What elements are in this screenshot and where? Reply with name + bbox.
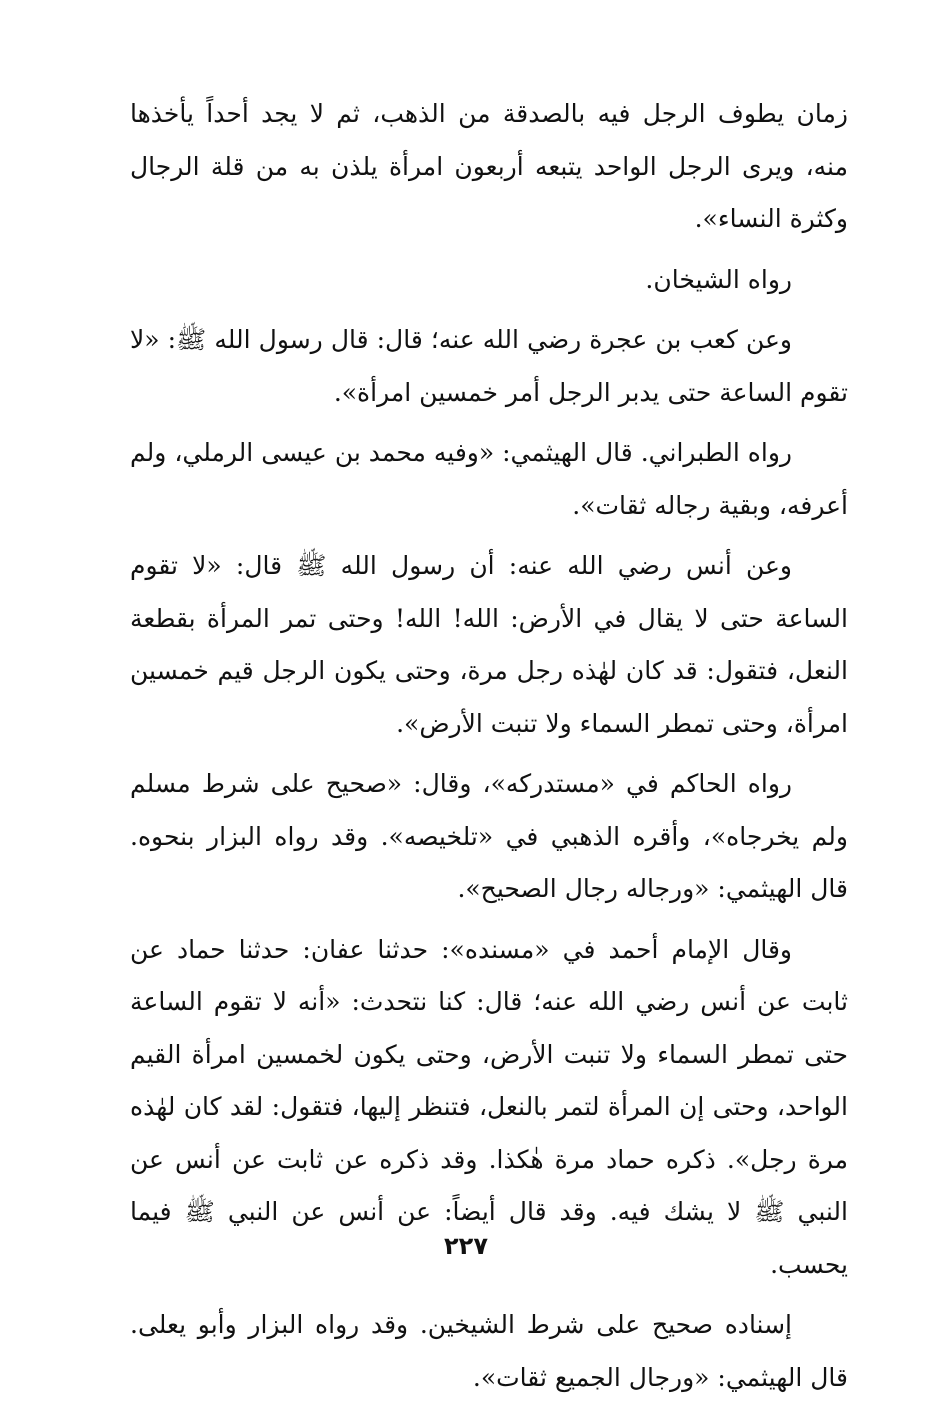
paragraph-continuation: زمان يطوف الرجل فيه بالصدقة من الذهب، ثم لا يجد أحداً يأخذها منه، ويرى الرجل الواحد يتبعه أربعون امرأة يلذن به من قلة الرجال وكثرة النساء». (130, 99, 848, 233)
paragraph-source-note: رواه الطبراني. قال الهيثمي: «وفيه محمد بن عيسى الرملي، ولم أعرفه، وبقية رجاله ثقات». (130, 438, 848, 520)
paragraph-source-note: رواه الحاكم في «مستدركه»، وقال: «صحيح على شرط مسلم ولم يخرجاه»، وأقره الذهبي في «تلخيصه». وقد رواه البزار بنحوه. قال الهيثمي: «ورجاله رجال الصحيح». (130, 769, 848, 903)
paragraph-hadith-kaab: وعن كعب بن عجرة رضي الله عنه؛ قال: قال رسول الله ﷺ: «لا تقوم الساعة حتى يدبر الرجل أمر خمسين امرأة». (130, 325, 848, 407)
page-body-text (130, 88, 848, 1412)
paragraph-source-note: رواه الشيخان. (645, 264, 792, 294)
page-number: ٢٢٧ (444, 1232, 488, 1260)
paragraph-source-note: إسناده صحيح على شرط الشيخين. وقد رواه البزار وأبو يعلى. قال الهيثمي: «ورجال الجميع ثقات». (130, 1310, 848, 1392)
paragraph-hadith-anas: وعن أنس رضي الله عنه: أن رسول الله ﷺ قال: «لا تقوم الساعة حتى لا يقال في الأرض: الله! الله! وحتى تمر المرأة بقطعة النعل، فتقول: قد كان لهٰذه رجل مرة، وحتى يكون الرجل قيم خمسين امرأة، وحتى تمطر السماء ولا تنبت الأرض». (130, 551, 848, 738)
paragraph-hadith-ahmad: وقال الإمام أحمد في «مسنده»: حدثنا عفان: حدثنا حماد عن ثابت عن أنس رضي الله عنه؛ قال: كنا نتحدث: «أنه لا تقوم الساعة حتى تمطر السماء ولا تنبت الأرض، وحتى يكون لخمسين امرأة القيم الواحد، وحتى إن المرأة لتمر بالنعل، فتنظر إليها، فتقول: لقد كان لهٰذه مرة رجل». ذكره حماد مرة هٰكذا. وقد ذكره عن ثابت عن أنس عن النبي ﷺ لا يشك فيه. وقد قال أيضاً: عن أنس عن النبي ﷺ فيما يحسب. (130, 934, 848, 1279)
